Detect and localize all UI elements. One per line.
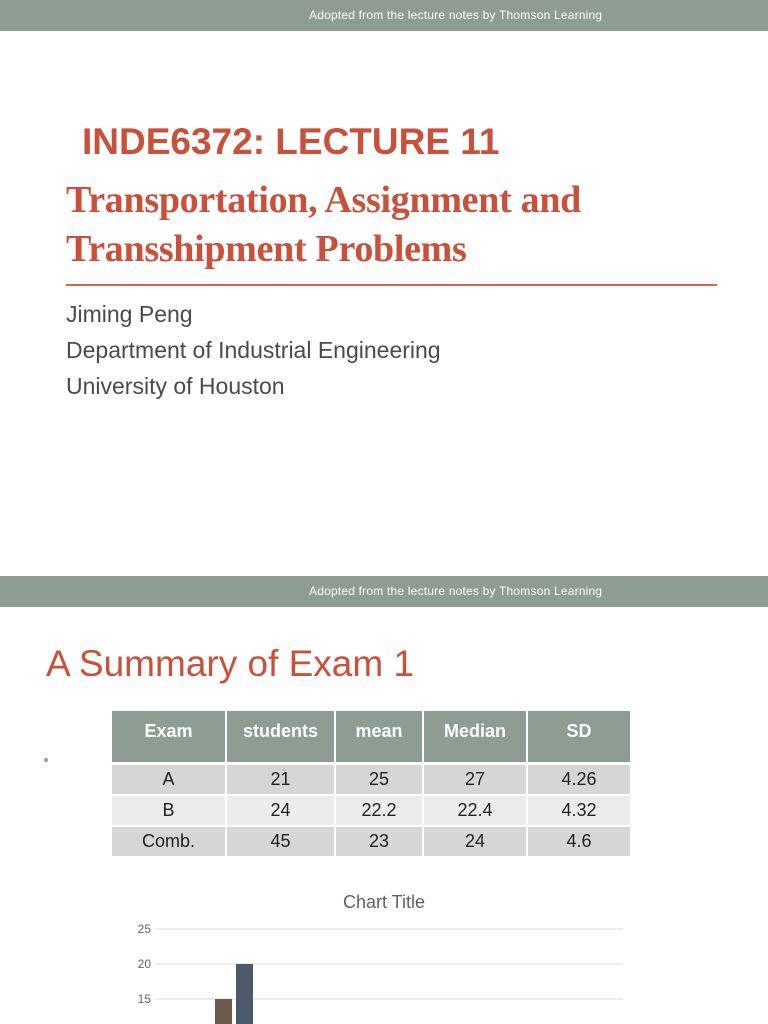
- y-tick-label: 15: [137, 992, 151, 1006]
- header-bar: [0, 0, 768, 31]
- lecture-subtitle: [66, 176, 726, 274]
- table-cell: 4.6: [528, 827, 630, 858]
- title-divider: [66, 284, 717, 286]
- author-department: Department of Industrial Engineering: [66, 337, 441, 363]
- table-cell: 45: [227, 827, 336, 858]
- column-header: SD: [528, 711, 630, 765]
- table-cell: Comb.: [112, 827, 227, 858]
- exam-bar-chart: [0, 576, 768, 1024]
- author-name: Jiming Peng: [66, 301, 193, 327]
- chart-title: Chart Title: [342, 892, 426, 912]
- lecture-title: INDE6372: LECTURE 11: [82, 121, 500, 162]
- table-cell: 24: [424, 827, 528, 858]
- bar: [215, 999, 232, 1024]
- table-cell: 24: [227, 796, 336, 827]
- table-cell: 22.4: [424, 796, 528, 827]
- table-cell: B: [112, 796, 227, 827]
- table-cell: 25: [336, 765, 424, 796]
- subtitle-line-1: Transportation, Assignment and: [66, 179, 582, 221]
- table-cell: 27: [424, 765, 528, 796]
- table-cell: A: [112, 765, 227, 796]
- column-header: Exam: [112, 711, 227, 765]
- table-cell: 4.26: [528, 765, 630, 796]
- table-cell: 22.2: [336, 796, 424, 827]
- bar: [236, 964, 253, 1024]
- subtitle-line-2: Transshipment Problems: [66, 228, 467, 270]
- header-credit: Adopted from the lecture notes by Thomson Learning: [309, 584, 603, 598]
- summary-slide: [0, 576, 768, 1024]
- header-credit: Adopted from the lecture notes by Thomson Learning: [309, 8, 603, 22]
- slide-title: A Summary of Exam 1: [46, 643, 415, 684]
- y-tick-label: 25: [137, 922, 151, 936]
- author-university: University of Houston: [66, 373, 285, 399]
- y-tick-label: 20: [137, 957, 151, 971]
- column-header: mean: [336, 711, 424, 765]
- table-cell: 23: [336, 827, 424, 858]
- column-header: Median: [424, 711, 528, 765]
- column-header: students: [227, 711, 336, 765]
- table-cell: 4.32: [528, 796, 630, 827]
- table-cell: 21: [227, 765, 336, 796]
